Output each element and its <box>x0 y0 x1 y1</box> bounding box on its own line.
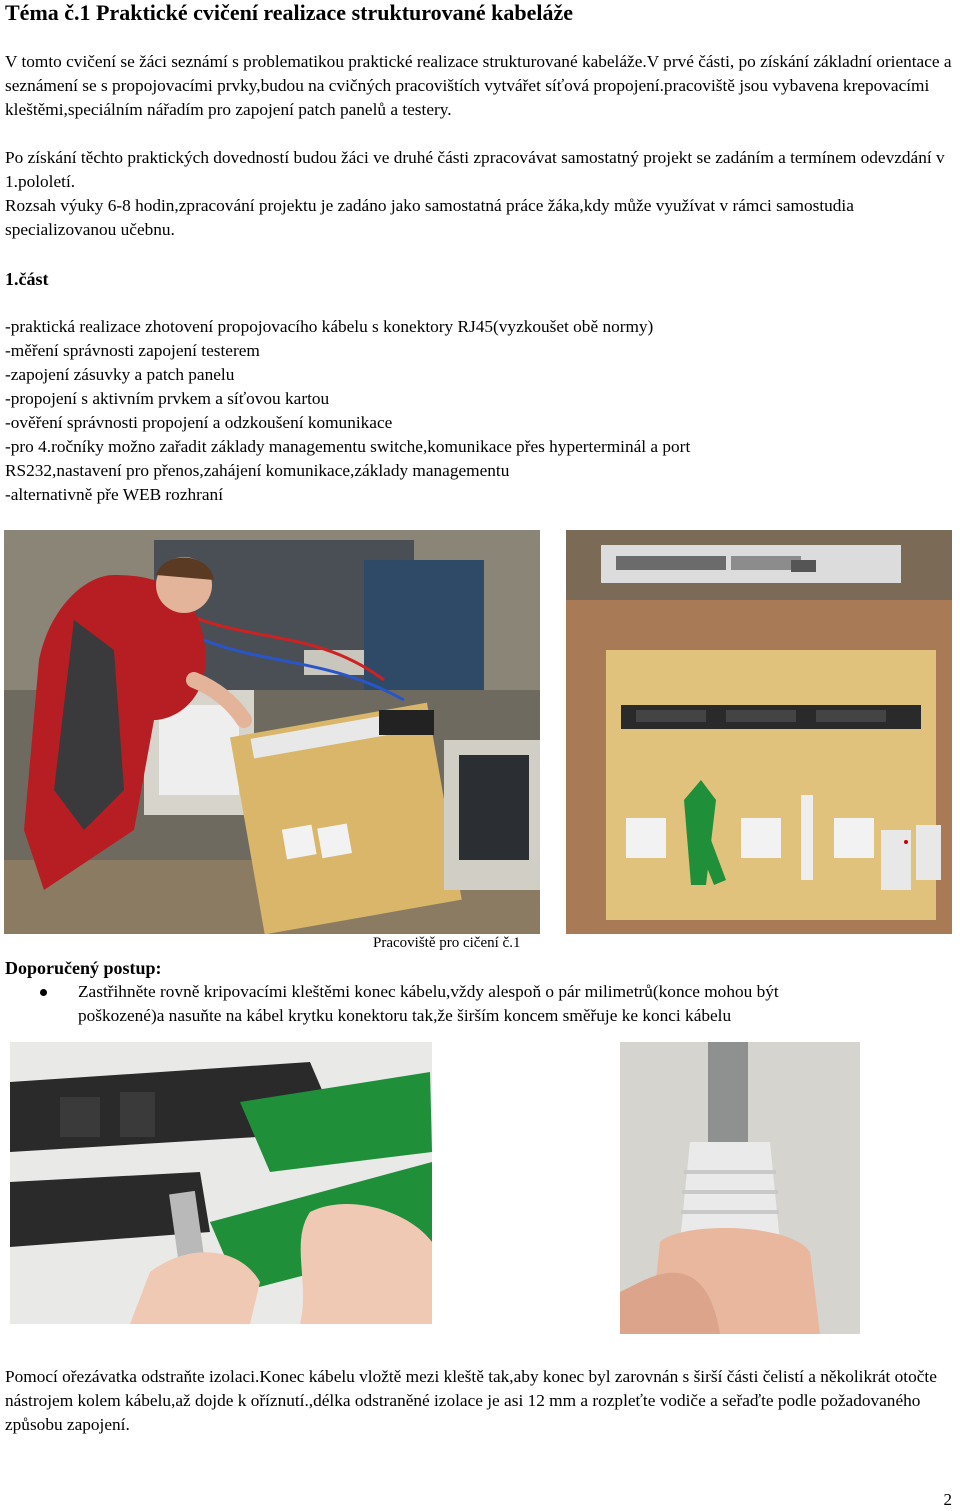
instruction-paragraph: Pomocí ořezávatka odstraňte izolaci.Konec kábelu vložtě mezi kleště tak,aby konec byl zarovnán s širší části čelistí a několikrát otočte nástrojem kolem kábelu,až dojde k oříznutí.,délka odstraněné izolace je asi 12 mm a rozpleťte vodiče a seřaďte podle požadovaného způsobu zapojení. <box>5 1367 937 1434</box>
procedure-heading: Doporučený postup: <box>5 958 162 978</box>
intro-paragraph-2: Po získání těchto praktických dovedností budou žáci ve druhé části zpracovávat samostatný projekt se zadáním a termínem odevzdání v 1.pololetí. <box>5 148 945 191</box>
bullet-icon <box>40 989 47 996</box>
section-heading: 1.část <box>5 269 49 289</box>
connector-boot-photo <box>620 1042 860 1334</box>
list-item: -zapojení zásuvky a patch panelu <box>5 365 235 384</box>
crimping-tool-photo <box>10 1042 432 1324</box>
procedure-bullet-text: Zastřihněte rovně kripovacími kleštěmi konec kábelu,vždy alespoň o pár milimetrů(konce mohou být poškozené)a nasuňte na kábel krytku konektoru tak,že širším koncem směřuje ke konci kábelu <box>78 982 779 1025</box>
list-item: -měření správnosti zapojení testerem <box>5 341 260 360</box>
list-item: -propojení s aktivním prvkem a síťovou kartou <box>5 389 330 408</box>
photo-caption: Pracoviště pro cičení č.1 <box>373 935 521 951</box>
list-item: -pro 4.ročníky možno zařadit základy managementu switche,komunikace přes hyperterminál a port <box>5 437 691 456</box>
list-item: -ověření správnosti propojení a odzkoušení komunikace <box>5 413 393 432</box>
workstation-photo-right <box>566 530 952 934</box>
list-item: RS232,nastavení pro přenos,zahájení komunikace,základy managementu <box>5 461 510 480</box>
workstation-photo-left <box>4 530 540 934</box>
page-title: Téma č.1 Praktické cvičení realizace strukturované kabeláže <box>5 0 574 25</box>
list-item: -praktická realizace zhotovení propojovacího kábelu s konektory RJ45(vyzkoušet obě normy) <box>5 317 654 336</box>
page-number: 2 <box>943 1490 952 1509</box>
task-list <box>5 315 955 507</box>
procedure-bullet <box>40 980 940 1030</box>
intro-paragraph-1: V tomto cvičení se žáci seznámí s problematikou praktické realizace strukturované kabeláže.V prvé části, po získání základní orientace a seznámení se s propojovacími prvky,budou na cvičných pracovištích vytvářet síťová propojení.pracoviště jsou vybavena krepovacími kleštěmi,speciálním nářadím pro zapojení patch panelů a testery. <box>5 52 952 119</box>
intro-paragraph-3: Rozsah výuky 6-8 hodin,zpracování projektu je zadáno jako samostatná práce žáka,kdy může využívat v rámci samostudia specializovanou učebnu. <box>5 196 854 239</box>
list-item: -alternativně pře WEB rozhraní <box>5 485 223 504</box>
